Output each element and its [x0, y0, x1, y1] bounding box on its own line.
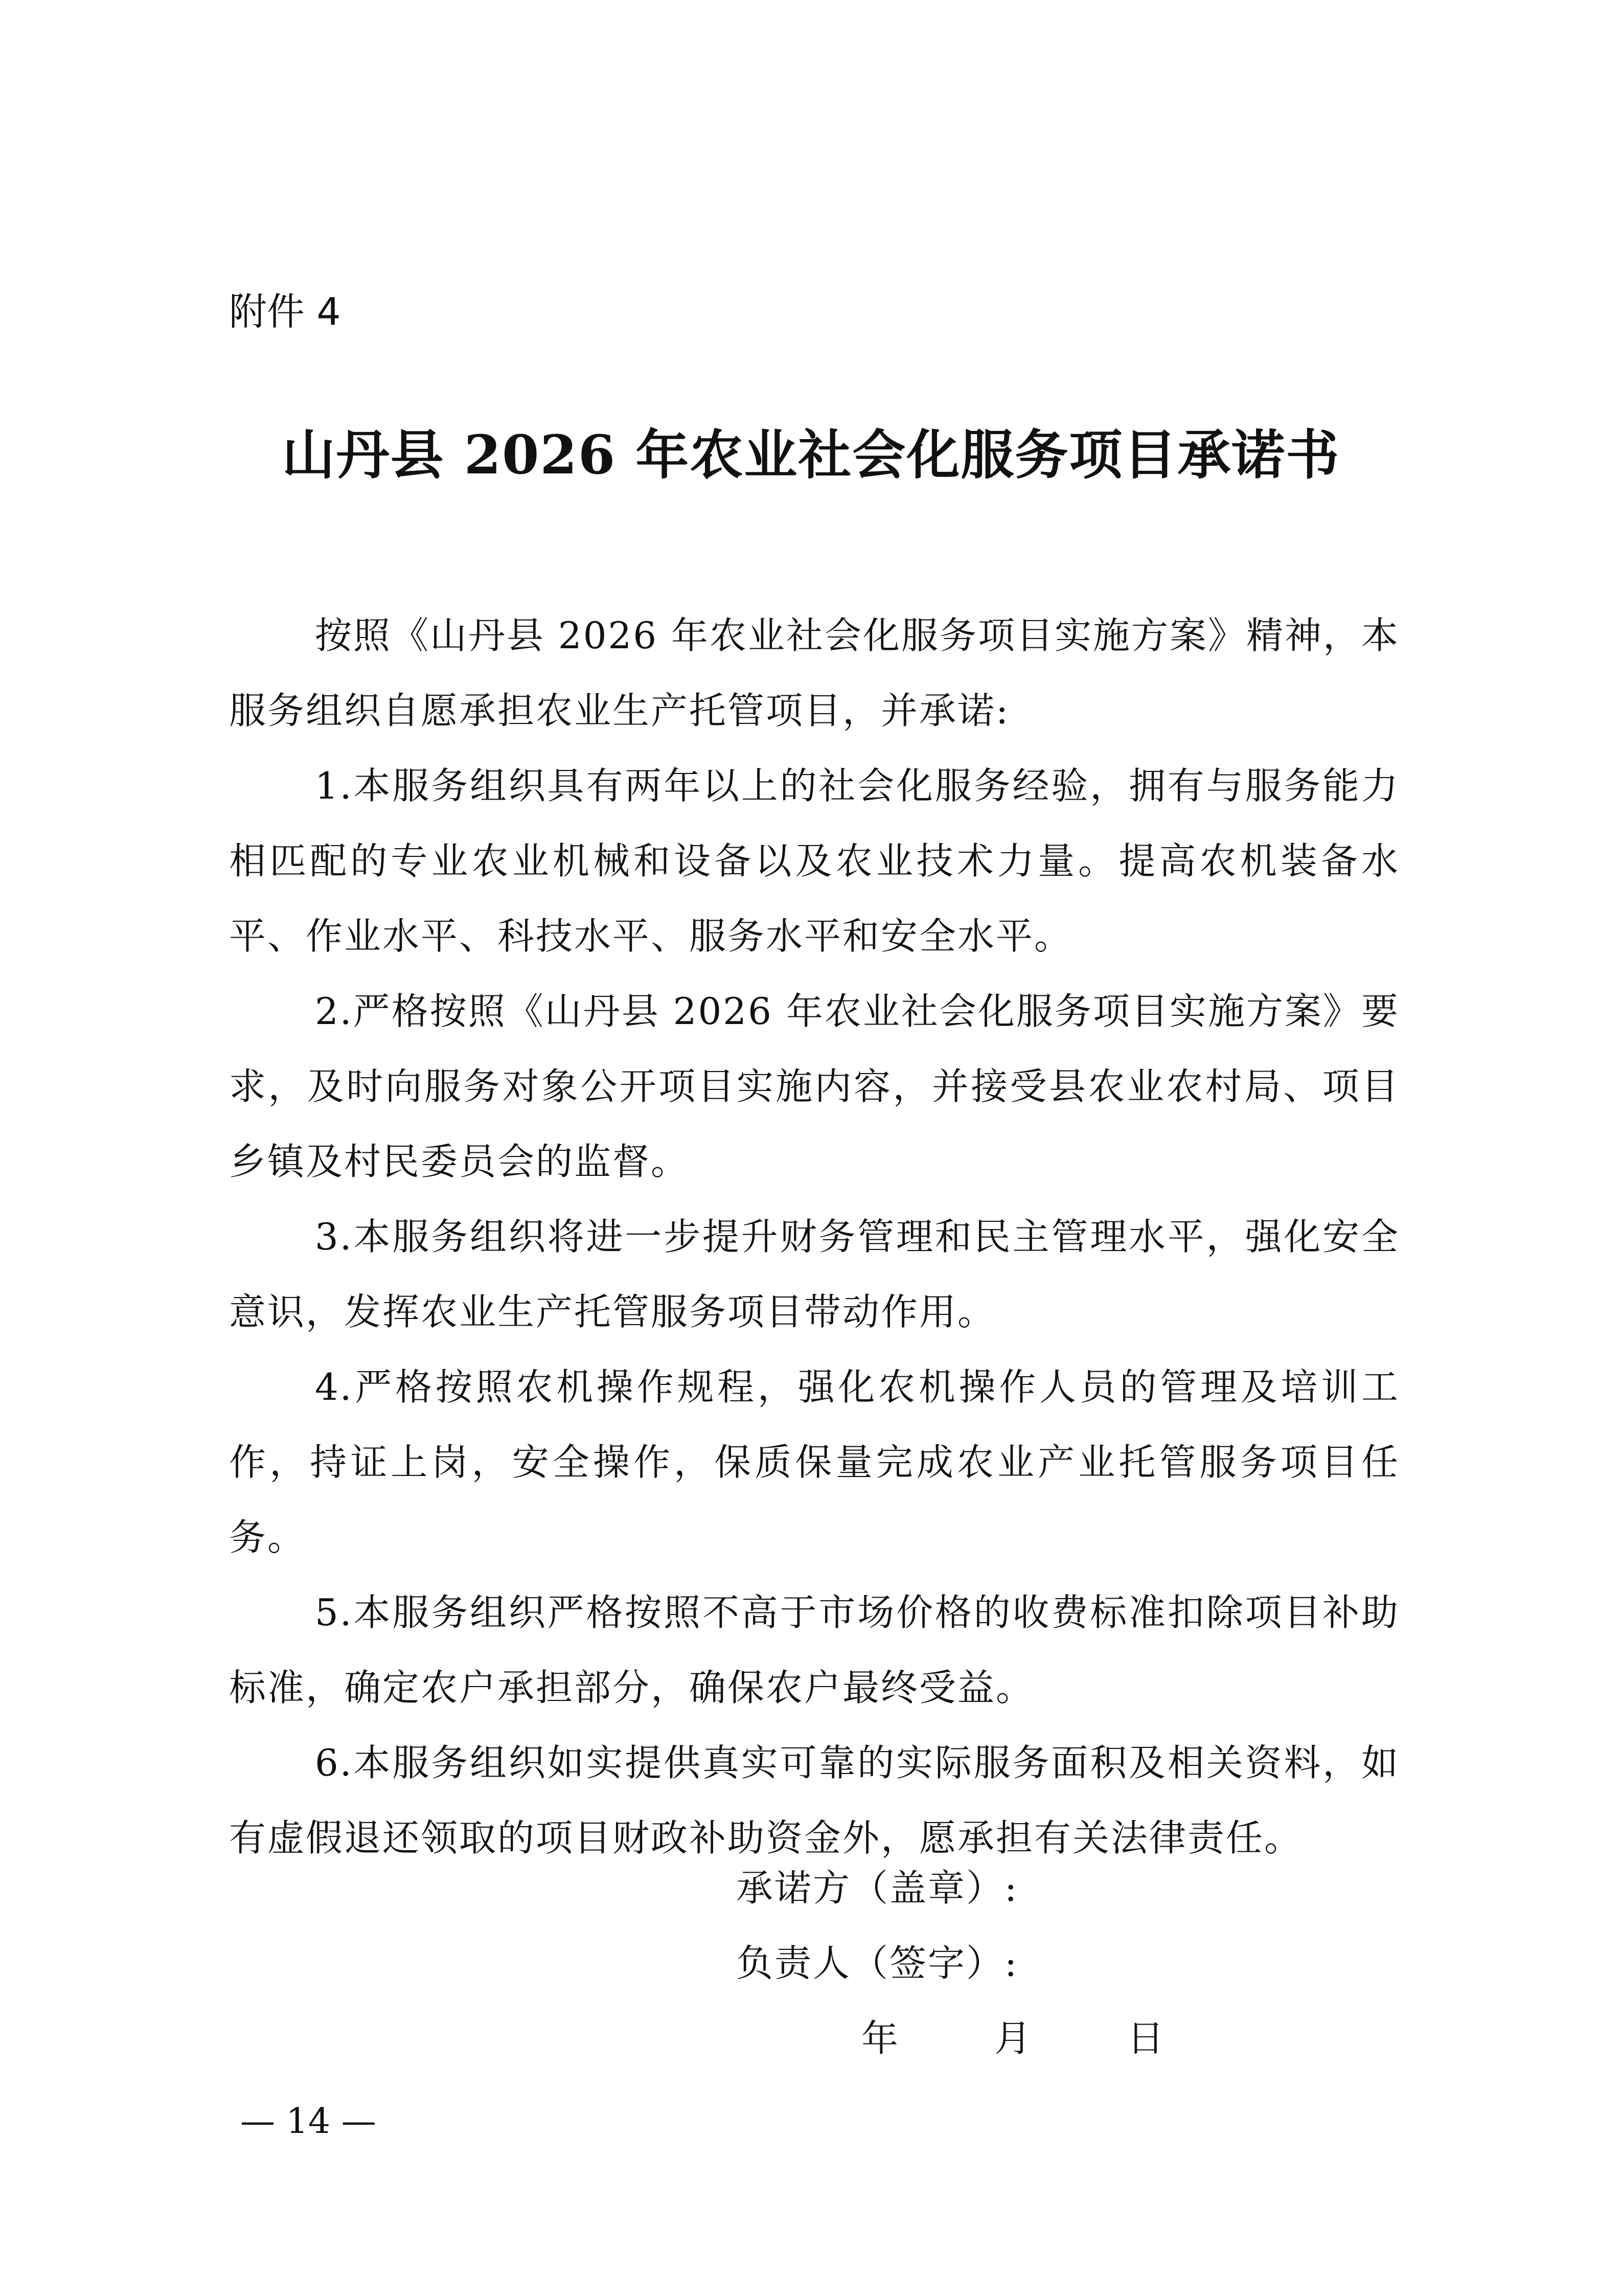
intro-paragraph: 按照《山丹县 2026 年农业社会化服务项目实施方案》精神，本服务组织自愿承担农业生产托管项目，并承诺:: [229, 614, 1400, 732]
year-label: 年: [861, 2017, 900, 2060]
promisor-seal-label: 承诺方（盖章）:: [736, 1867, 1019, 1909]
date-line: [736, 2001, 1166, 2076]
month-label: 月: [994, 2017, 1033, 2060]
signature-block: [736, 1851, 1166, 2076]
page-number: — 14 —: [240, 2101, 376, 2142]
attachment-label: 附件 4: [229, 290, 341, 334]
document-body: [229, 598, 1400, 1876]
commitment-item-3: 3.本服务组织将进一步提升财务管理和民主管理水平，强化安全意识，发挥农业生产托管服务项目带动作用。: [229, 1215, 1400, 1333]
commitment-item-4: 4.严格按照农机操作规程，强化农机操作人员的管理及培训工作，持证上岗，安全操作，保质保量完成农业产业托管服务项目任务。: [229, 1366, 1400, 1559]
commitment-item-1: 1.本服务组织具有两年以上的社会化服务经验，拥有与服务能力相匹配的专业农业机械和设备以及农业技术力量。提高农机装备水平、作业水平、科技水平、服务水平和安全水平。: [229, 764, 1400, 958]
document-title: 山丹县 2026 年农业社会化服务项目承诺书: [282, 423, 1340, 486]
day-label: 日: [1127, 2017, 1166, 2060]
commitment-item-6: 6.本服务组织如实提供真实可靠的实际服务面积及相关资料，如有虚假退还领取的项目财政补助资金外，愿承担有关法律责任。: [229, 1741, 1400, 1859]
commitment-item-2: 2.严格按照《山丹县 2026 年农业社会化服务项目实施方案》要求，及时向服务对象公开项目实施内容，并接受县农业农村局、项目乡镇及村民委员会的监督。: [229, 990, 1400, 1183]
commitment-item-5: 5.本服务组织严格按照不高于市场价格的收费标准扣除项目补助标准，确定农户承担部分，确保农户最终受益。: [229, 1591, 1400, 1709]
responsible-signature-label: 负责人（签字）:: [736, 1942, 1019, 1985]
